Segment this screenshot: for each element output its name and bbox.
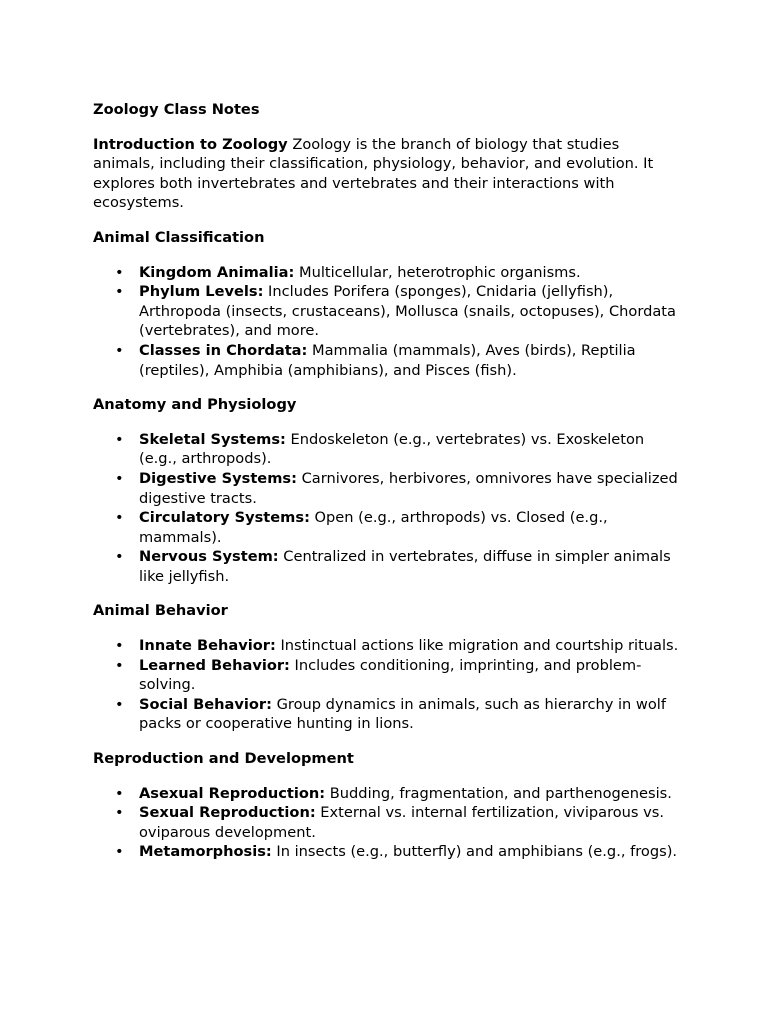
item-term: Digestive Systems: — [139, 469, 297, 487]
bullet-icon: • — [115, 263, 124, 281]
bullet-icon: • — [115, 469, 124, 487]
bullet-icon: • — [115, 548, 124, 566]
intro-paragraph — [93, 135, 683, 213]
list-item — [93, 430, 683, 469]
section-heading-reproduction: Reproduction and Development — [93, 750, 354, 768]
list-item — [93, 282, 683, 341]
section-heading-classification: Animal Classification — [93, 228, 265, 246]
item-text: Carnivores, herbivores, omnivores have specialized digestive tracts. — [139, 469, 678, 507]
item-term: Sexual Reproduction: — [139, 804, 316, 822]
item-text: External vs. internal fertilization, viviparous vs. oviparous development. — [139, 804, 665, 841]
section-heading-anatomy: Anatomy and Physiology — [93, 396, 297, 414]
reproduction-list — [93, 784, 683, 862]
bullet-icon: • — [115, 695, 124, 713]
item-term: Nervous System: — [139, 548, 279, 566]
item-text: In insects (e.g., butterfly) and amphibians (e.g., frogs). — [271, 843, 678, 861]
list-item — [93, 656, 683, 695]
item-term: Circulatory Systems: — [139, 509, 310, 527]
list-item — [93, 636, 683, 656]
item-text: Mammalia (mammals), Aves (birds), Reptilia (reptiles), Amphibia (amphibians), and Pisces (fish). — [139, 341, 636, 379]
item-text: Includes conditioning, imprinting, and problem-solving. — [139, 656, 642, 694]
item-text: Includes Porifera (sponges), Cnidaria (jellyfish), Arthropoda (insects, crustaceans), Mollusca (snails, octopuses), Chordata (vertebrates), and more. — [139, 283, 676, 340]
bullet-icon: • — [115, 843, 124, 861]
list-item — [93, 547, 683, 586]
item-text: Budding, fragmentation, and parthenogenesis. — [325, 784, 672, 802]
item-term: Phylum Levels: — [139, 283, 264, 301]
section-heading-behavior: Animal Behavior — [93, 602, 228, 620]
item-text: Centralized in vertebrates, diffuse in simpler animals like jellyfish. — [139, 548, 671, 585]
anatomy-list — [93, 430, 683, 587]
list-item — [93, 803, 683, 842]
intro-text: Zoology is the branch of biology that studies animals, including their classification, physiology, behavior, and evolution. It explores both invertebrates and vertebrates and their interactions with ecosystems. — [93, 135, 654, 212]
item-term: Kingdom Animalia: — [139, 263, 295, 281]
item-term: Learned Behavior: — [139, 656, 290, 674]
bullet-icon: • — [115, 784, 124, 802]
item-text: Instinctual actions like migration and courtship rituals. — [275, 637, 679, 655]
list-item — [93, 695, 683, 734]
item-text: Group dynamics in animals, such as hierarchy in wolf packs or cooperative hunting in lions. — [139, 695, 666, 733]
item-term: Classes in Chordata: — [139, 341, 308, 359]
list-item — [93, 469, 683, 508]
list-item — [93, 784, 683, 804]
bullet-icon: • — [115, 283, 124, 301]
bullet-icon: • — [115, 509, 124, 527]
document-title: Zoology Class Notes — [93, 101, 260, 118]
list-item — [93, 508, 683, 547]
intro-term: Introduction to Zoology — [93, 135, 288, 153]
item-text: Endoskeleton (e.g., vertebrates) vs. Exoskeleton (e.g., arthropods). — [139, 430, 645, 468]
bullet-icon: • — [115, 341, 124, 359]
item-text: Open (e.g., arthropods) vs. Closed (e.g., mammals). — [139, 509, 608, 546]
classification-list — [93, 263, 683, 381]
behavior-list — [93, 636, 683, 734]
item-term: Social Behavior: — [139, 695, 272, 713]
item-term: Innate Behavior: — [139, 637, 276, 655]
item-term: Asexual Reproduction: — [139, 784, 326, 802]
item-text: Multicellular, heterotrophic organisms. — [294, 263, 581, 281]
item-term: Skeletal Systems: — [139, 430, 286, 448]
item-term: Metamorphosis: — [139, 843, 272, 861]
bullet-icon: • — [115, 430, 124, 448]
bullet-icon: • — [115, 804, 124, 822]
list-item — [93, 842, 683, 862]
list-item — [93, 341, 683, 380]
bullet-icon: • — [115, 656, 124, 674]
bullet-icon: • — [115, 637, 124, 655]
list-item — [93, 263, 683, 283]
document-page — [93, 100, 683, 877]
